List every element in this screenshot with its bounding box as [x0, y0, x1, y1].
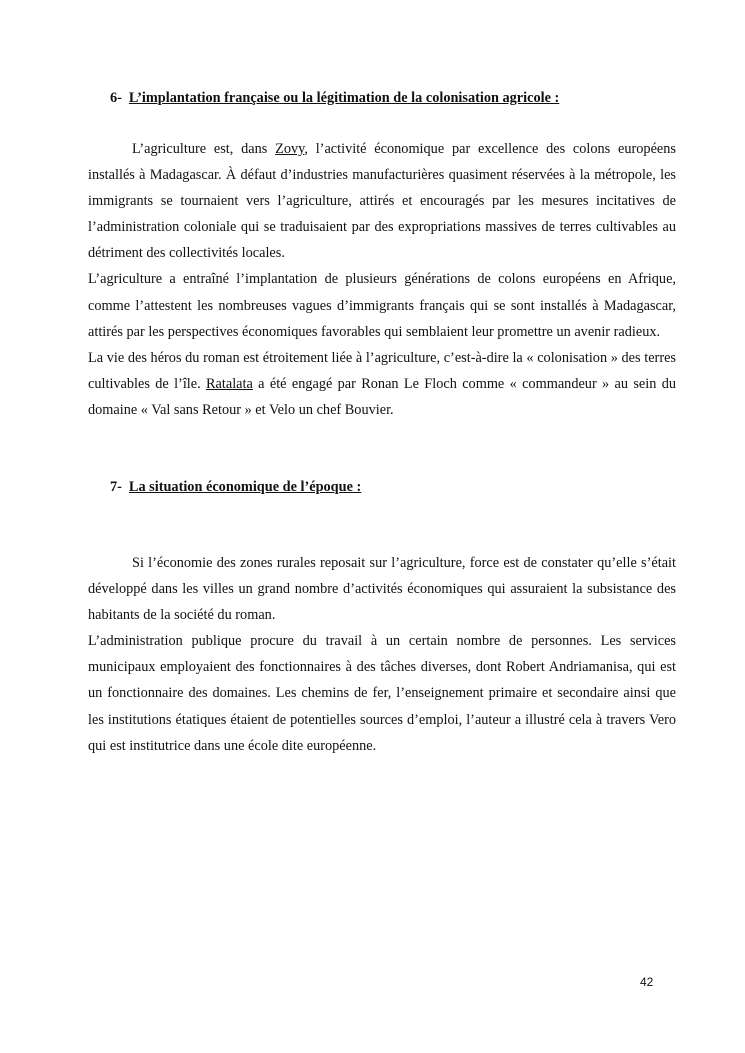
section-7-paragraph-1: Si l’économie des zones rurales reposait sur l’agriculture, force est de constater qu’elle s’était développé dans les villes un grand nombre d’activités économiques qui assuraient la subsistance des habitants de la société du roman.: [88, 555, 676, 624]
character-name: Ratalata: [206, 375, 253, 392]
section-7-title: La situation économique de l’époque :: [128, 479, 362, 495]
section-6-paragraph-2: L’agriculture a entraîné l’implantation de plusieurs générations de colons européens en Afrique, comme l’attestent les nombreuses vagues d’immigrants français qui se sont installés à Madagascar, attirés par les perspectives économiques favorables qui semblaient leur promettre un avenir radieux.: [88, 271, 676, 340]
section-7-number: 7-: [110, 479, 122, 495]
section-6-number: 6-: [110, 90, 122, 106]
section-6-paragraph-1: L’agriculture est, dans Zovy, l’activité économique par excellence des colons européens installés à Madagascar. À défaut d’industries manufacturières quasiment réservées à la métropole, les immigrants se tournaient vers l’agriculture, attirés et encouragés par les mesures incitatives de l’administration coloniale qui se traduisaient par des expropriations massives de terres cultivables au détriment des collectivités locales.: [88, 141, 676, 262]
section-6-paragraph-3: La vie des héros du roman est étroitement liée à l’agriculture, c’est-à-dire la « colonisation » des terres cultivables de l’île. Ratalata a été engagé par Ronan Le Floch comme « commandeur » au sein du domaine « Val sans Retour » et Velo un chef Bouvier.: [88, 349, 676, 418]
section-6-body: [88, 136, 676, 423]
book-title: Zovy: [275, 141, 305, 157]
section-7-body: [88, 550, 676, 759]
page-number: 42: [640, 975, 654, 989]
section-6-title: L’implantation française ou la légitimation de la colonisation agricole :: [128, 90, 560, 106]
section-6-heading: [110, 89, 559, 107]
section-7-paragraph-2: L’administration publique procure du travail à un certain nombre de personnes. Les services municipaux employaient des fonctionnaires à des tâches diverses, dont Robert Andriamanisa, qui est un fonctionnaire des domaines. Les chemins de fer, l’enseignement primaire et secondaire ainsi que les institutions étatiques étaient de potentielles sources d’emploi, l’auteur a illustré cela à travers Vero qui est institutrice dans une école dite européenne.: [88, 633, 676, 754]
section-7-heading: [110, 478, 361, 496]
